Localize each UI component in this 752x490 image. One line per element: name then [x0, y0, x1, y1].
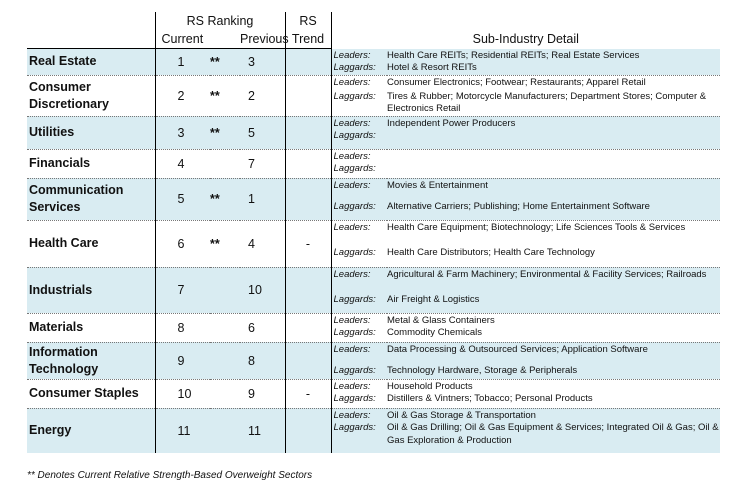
previous-rank: 8 — [240, 342, 285, 379]
laggards-list: Oil & Gas Drilling; Oil & Gas Equipment & Services; Integrated Oil & Gas; Oil & Gas Exploration & Production — [387, 422, 719, 446]
sector-name: Health Care — [27, 220, 155, 267]
laggards-label: Laggards: — [333, 364, 376, 376]
laggards-label: Laggards: — [333, 422, 376, 433]
header-current: Current — [155, 29, 240, 49]
leaders-label: Leaders: — [333, 314, 371, 326]
header-rs-ranking: RS Ranking — [155, 12, 285, 29]
sector-name: Materials — [27, 313, 155, 342]
previous-rank: 4 — [240, 220, 285, 267]
header-trend: Trend — [285, 29, 331, 49]
leaders-list: Agricultural & Farm Machinery; Environmental & Facility Services; Railroads — [387, 268, 707, 280]
leaders-label: Leaders: — [333, 179, 371, 191]
table-body — [27, 49, 720, 454]
detail-labels — [331, 220, 387, 267]
laggards-label: Laggards: — [333, 393, 376, 404]
overweight-marker — [210, 313, 240, 342]
detail-labels — [331, 267, 387, 313]
current-rank: 9 — [155, 342, 210, 379]
table-row — [27, 342, 720, 379]
current-rank: 8 — [155, 313, 210, 342]
laggards-list: Distillers & Vintners; Tobacco; Personal Products — [387, 393, 593, 404]
table-row — [27, 116, 720, 149]
leaders-list: Movies & Entertainment — [387, 179, 488, 191]
leaders-label: Leaders: — [333, 343, 371, 355]
current-rank: 10 — [155, 379, 210, 408]
detail-values — [387, 116, 720, 149]
detail-labels — [331, 49, 387, 76]
previous-rank: 10 — [240, 267, 285, 313]
sector-name: Communication Services — [27, 178, 155, 220]
overweight-marker — [210, 408, 240, 453]
leaders-list: Household Products — [387, 380, 473, 392]
table-row — [27, 149, 720, 178]
detail-labels — [331, 342, 387, 379]
detail-values — [387, 342, 720, 379]
detail-labels — [331, 178, 387, 220]
laggards-list: Health Care Distributors; Health Care Technology — [387, 246, 595, 258]
table-row — [27, 75, 720, 116]
leaders-label: Leaders: — [333, 409, 371, 421]
laggards-label: Laggards: — [333, 130, 376, 141]
overweight-marker — [210, 379, 240, 408]
sector-name: Real Estate — [27, 49, 155, 76]
current-rank: 5 — [155, 178, 210, 220]
laggards-list: Tires & Rubber; Motorcycle Manufacturers; Department Stores; Computer & Electronics Retail — [387, 90, 707, 114]
overweight-marker — [210, 342, 240, 379]
current-rank: 6 — [155, 220, 210, 267]
laggards-label: Laggards: — [333, 293, 376, 305]
detail-values — [387, 49, 720, 76]
current-rank: 7 — [155, 267, 210, 313]
laggards-label: Laggards: — [333, 246, 376, 258]
table-row — [27, 178, 720, 220]
previous-rank: 2 — [240, 75, 285, 116]
overweight-marker: ** — [210, 220, 240, 267]
sector-name: Consumer Staples — [27, 379, 155, 408]
current-rank: 3 — [155, 116, 210, 149]
leaders-label: Leaders: — [333, 117, 371, 129]
previous-rank: 3 — [240, 49, 285, 76]
sector-name: Information Technology — [27, 342, 155, 379]
detail-labels — [331, 408, 387, 453]
detail-values — [387, 178, 720, 220]
leaders-list: Independent Power Producers — [387, 117, 516, 129]
table-row — [27, 267, 720, 313]
laggards-label: Laggards: — [333, 62, 376, 73]
overweight-marker: ** — [210, 49, 240, 76]
header-sub-industry-detail: Sub-Industry Detail — [472, 31, 579, 46]
table-row — [27, 379, 720, 408]
current-rank: 1 — [155, 49, 210, 76]
leaders-list: Health Care Equipment; Biotechnology; Life Sciences Tools & Services — [387, 221, 686, 233]
detail-values — [387, 75, 720, 116]
previous-rank: 5 — [240, 116, 285, 149]
rs-trend: - — [285, 379, 331, 408]
table-row — [27, 220, 720, 267]
detail-labels — [331, 75, 387, 116]
rs-trend — [285, 178, 331, 220]
leaders-list: Metal & Glass Containers — [387, 314, 495, 326]
laggards-list: Hotel & Resort REITs — [387, 62, 477, 73]
detail-labels — [331, 116, 387, 149]
laggards-list: Commodity Chemicals — [387, 327, 483, 338]
rs-trend — [285, 313, 331, 342]
overweight-marker — [210, 267, 240, 313]
header-blank — [27, 12, 155, 29]
leaders-list: Data Processing & Outsourced Services; Application Software — [387, 343, 648, 355]
previous-rank: 7 — [240, 149, 285, 178]
detail-labels — [331, 149, 387, 178]
rs-trend — [285, 116, 331, 149]
leaders-list: Health Care REITs; Residential REITs; Real Estate Services — [387, 49, 640, 61]
overweight-marker: ** — [210, 178, 240, 220]
header-blank-2 — [27, 29, 155, 49]
header-rs: RS — [285, 12, 331, 29]
current-rank: 2 — [155, 75, 210, 116]
laggards-label: Laggards: — [333, 163, 376, 174]
detail-labels — [331, 379, 387, 408]
leaders-label: Leaders: — [333, 76, 371, 88]
table-row — [27, 49, 720, 76]
laggards-label: Laggards: — [333, 327, 376, 338]
header-previous: Previous — [240, 29, 285, 49]
leaders-label: Leaders: — [333, 150, 371, 162]
detail-values — [387, 267, 720, 313]
rs-trend — [285, 342, 331, 379]
table-row — [27, 408, 720, 453]
rs-trend — [285, 75, 331, 116]
sector-name: Consumer Discretionary — [27, 75, 155, 116]
rs-trend — [285, 149, 331, 178]
detail-values — [387, 220, 720, 267]
leaders-list: Consumer Electronics; Footwear; Restaurants; Apparel Retail — [387, 76, 646, 88]
current-rank: 11 — [155, 408, 210, 453]
detail-values — [387, 149, 720, 178]
overweight-marker: ** — [210, 75, 240, 116]
sector-name: Financials — [27, 149, 155, 178]
rs-trend — [285, 267, 331, 313]
previous-rank: 9 — [240, 379, 285, 408]
previous-rank: 6 — [240, 313, 285, 342]
laggards-list: Air Freight & Logistics — [387, 293, 480, 305]
overweight-marker: ** — [210, 116, 240, 149]
leaders-label: Leaders: — [333, 221, 371, 233]
leaders-label: Leaders: — [333, 380, 371, 392]
detail-labels — [331, 313, 387, 342]
leaders-label: Leaders: — [333, 49, 371, 61]
table-row — [27, 313, 720, 342]
laggards-list: Technology Hardware, Storage & Peripherals — [387, 364, 578, 376]
sector-name: Utilities — [27, 116, 155, 149]
laggards-label: Laggards: — [333, 200, 376, 212]
sector-name: Industrials — [27, 267, 155, 313]
current-rank: 4 — [155, 149, 210, 178]
leaders-list: Oil & Gas Storage & Transportation — [387, 409, 536, 421]
rs-trend — [285, 408, 331, 453]
previous-rank: 1 — [240, 178, 285, 220]
rs-trend: - — [285, 220, 331, 267]
laggards-list: Alternative Carriers; Publishing; Home Entertainment Software — [387, 200, 650, 212]
previous-rank: 11 — [240, 408, 285, 453]
overweight-marker — [210, 149, 240, 178]
leaders-label: Leaders: — [333, 268, 371, 280]
footnote: ** Denotes Current Relative Strength-Based Overweight Sectors — [27, 470, 313, 481]
leaders-list — [387, 151, 720, 164]
detail-values — [387, 313, 720, 342]
laggards-label: Laggards: — [333, 90, 376, 102]
detail-values — [387, 408, 720, 453]
sector-ranking-table — [27, 12, 720, 453]
detail-values — [387, 379, 720, 408]
sector-name: Energy — [27, 408, 155, 453]
rs-trend — [285, 49, 331, 76]
